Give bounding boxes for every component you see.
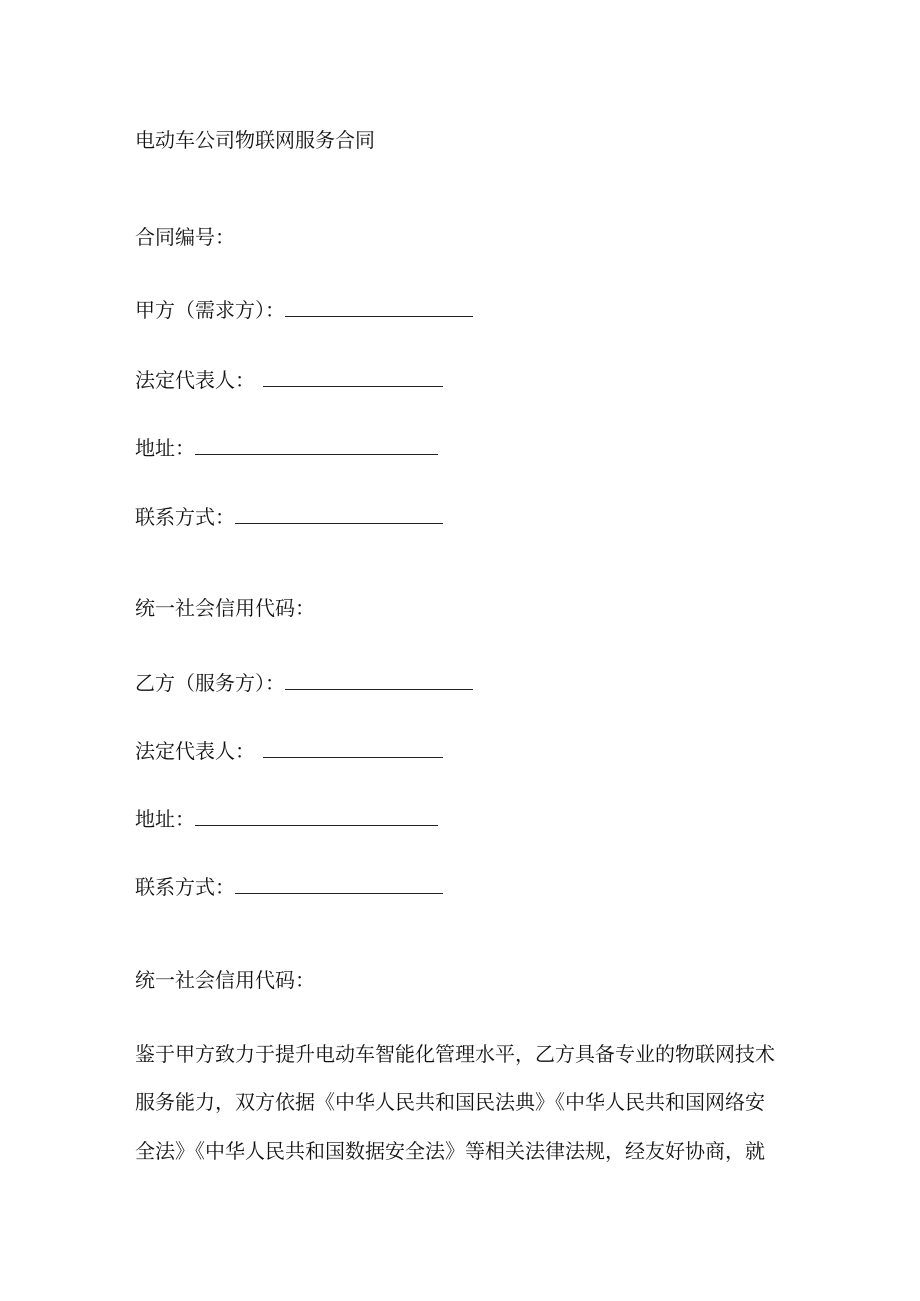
party-b-blank	[285, 671, 473, 690]
party-a-address-row	[135, 436, 438, 460]
party-a-contact-label: 联系方式：	[135, 505, 235, 529]
party-b-rep-row	[135, 739, 443, 763]
party-a-row	[135, 298, 473, 322]
party-b-address-blank	[195, 807, 438, 826]
party-a-contact-blank	[235, 505, 443, 524]
party-a-label: 甲方（需求方）：	[135, 298, 285, 322]
party-b-row	[135, 671, 473, 695]
party-b-address-label: 地址：	[135, 807, 195, 831]
party-b-address-row	[135, 807, 438, 831]
party-b-rep-blank	[263, 739, 443, 758]
party-a-address-blank	[195, 436, 438, 455]
party-a-rep-row	[135, 368, 443, 392]
party-b-label: 乙方（服务方）：	[135, 671, 285, 695]
document-title: 电动车公司物联网服务合同	[135, 128, 375, 152]
party-b-rep-label: 法定代表人：	[135, 739, 255, 763]
party-a-credit-code-label: 统一社会信用代码：	[135, 596, 315, 620]
party-a-contact-row	[135, 505, 443, 529]
party-b-credit-code-label: 统一社会信用代码：	[135, 968, 315, 992]
contract-number-label: 合同编号：	[135, 225, 235, 249]
preamble-line: 鉴于甲方致力于提升电动车智能化管理水平，乙方具备专业的物联网技术	[135, 1042, 775, 1066]
preamble-line: 全法》《中华人民共和国数据安全法》等相关法律法规，经友好协商，就	[135, 1139, 765, 1163]
party-b-contact-row	[135, 875, 443, 899]
party-a-blank	[285, 298, 473, 317]
party-a-rep-blank	[263, 368, 443, 387]
preamble-line: 服务能力，双方依据《中华人民共和国民法典》《中华人民共和国网络安	[135, 1090, 765, 1114]
party-b-contact-blank	[235, 875, 443, 894]
party-a-address-label: 地址：	[135, 436, 195, 460]
party-b-contact-label: 联系方式：	[135, 875, 235, 899]
party-a-rep-label: 法定代表人：	[135, 368, 255, 392]
